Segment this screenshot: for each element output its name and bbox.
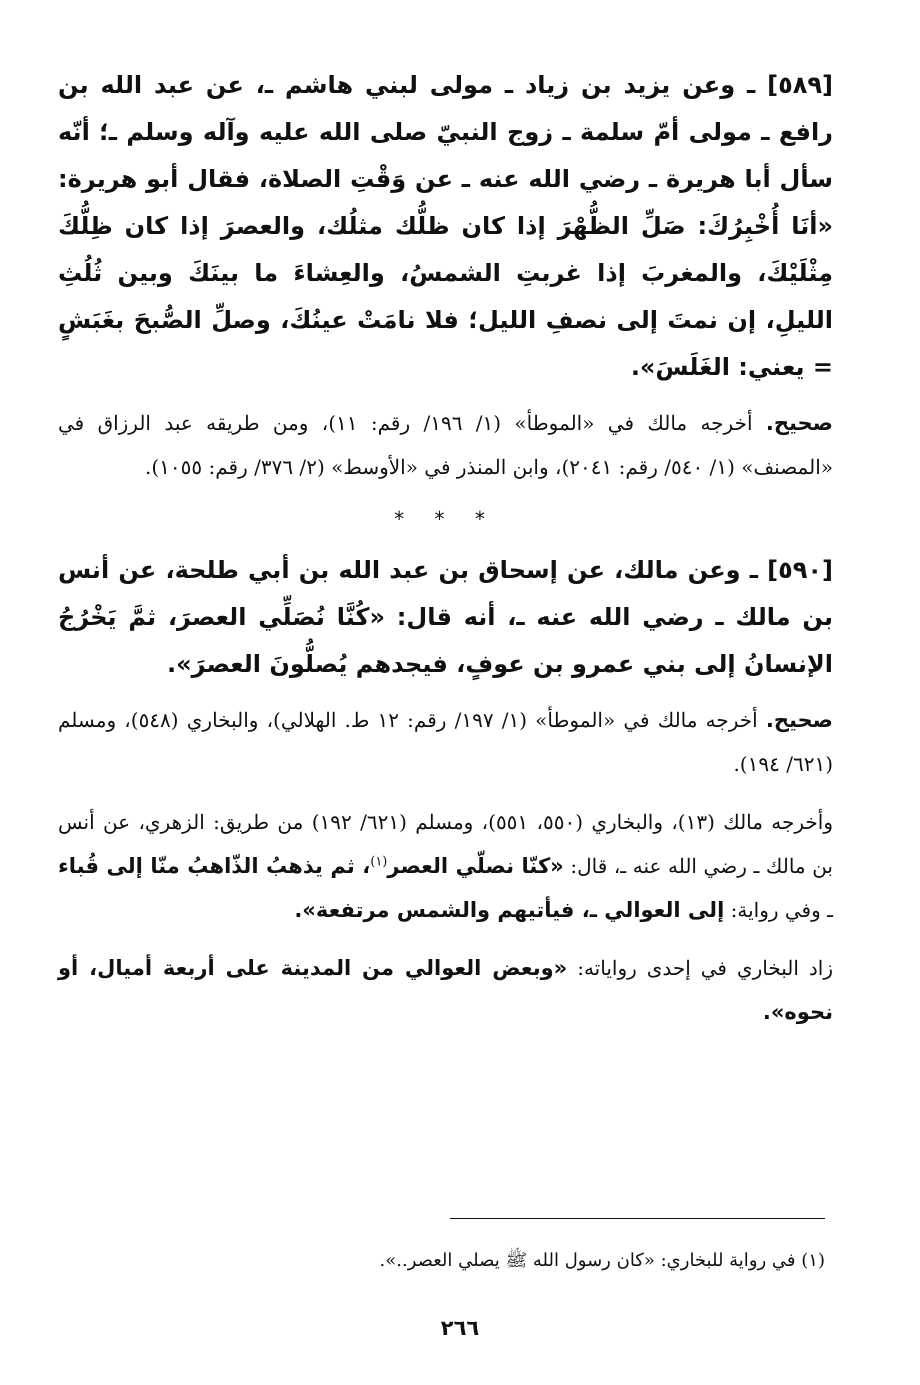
hadith-589 xyxy=(58,62,833,391)
takhrij-590-zuhri xyxy=(58,800,833,932)
takhrij-text: أخرجه مالك في «الموطأ» (١/ ١٩٦/ رقم: ١١)، ومن طريقه عبد الرزاق في «المصنف» (١/ ٥٤٠/ رقم: ٢٠٤١)، وابن المنذر في «الأوسط» (٢/ ٣٧٦/ رقم: ١٠٥٥). xyxy=(58,411,833,479)
footnote-marker: (١) xyxy=(801,1250,825,1271)
footnote-text: في رواية للبخاري: «كان رسول الله ﷺ يصلي العصر..». xyxy=(379,1250,796,1271)
quoted-narration: «كنّا نصلّي العصر xyxy=(387,854,564,878)
takhrij-590 xyxy=(58,698,833,786)
section-separator: * * * xyxy=(394,507,497,531)
hadith-number: [٥٨٩] xyxy=(767,71,834,99)
takhrij-text: ـ وفي رواية: xyxy=(730,898,833,922)
takhrij-text: وأخرجه مالك (١٣)، والبخاري (٥٥٠، ٥٥١)، ومسلم (٦٢١/ ١٩٢) من طريق: الزهري، عن أنس بن مالك ـ رضي الله عنه ـ، قال: xyxy=(58,810,834,878)
grade-label: صحيح. xyxy=(765,708,833,732)
quoted-narration: ، ثم يذهبُ الذّاهبُ منّا إلى قُباء xyxy=(58,854,371,878)
footnote-divider xyxy=(450,1218,825,1219)
takhrij-text: زاد البخاري في إحدى رواياته: xyxy=(577,956,834,980)
quoted-narration: إلى العوالي ـ، فيأتيهم والشمس مرتفعة». xyxy=(294,898,725,922)
quoted-narration: «وبعض العوالي من المدينة على أربعة أميال، أو نحوه». xyxy=(58,956,833,1024)
page-number: ٢٦٦ xyxy=(440,1316,480,1340)
hadith-text: ـ وعن يزيد بن زياد ـ مولى لبني هاشم ـ، عن عبد الله بن رافع ـ مولى أمّ سلمة ـ زوج النبيّ صلى الله عليه وآله وسلم ـ؛ أنّه سأل أبا هريرة ـ رضي الله عنه ـ عن وَقْتِ الصلاة، فقال أبو هريرة: «أنَا أُخْبِرُكَ: صَلِّ الظُّهْرَ إذا كان ظلُّك مثلُك، والعصرَ إذا كان ظِلُّكَ مِثْلَيْكَ، والمغربَ إذا غربتِ الشمسُ، والعِشاءَ ما بينَكَ وبين ثُلُثِ الليلِ، إن نمتَ إلى نصفِ الليل؛ فلا نامَتْ عينُكَ، وصلِّ الصُّبحَ بغَبَشٍ = يعني: الغَلَسَ». xyxy=(58,71,833,381)
hadith-text: ـ وعن مالك، عن إسحاق بن عبد الله بن أبي طلحة، عن أنس بن مالك ـ رضي الله عنه ـ، أنه قال: «كُنَّا نُصَلِّي العصرَ، ثمَّ يَخْرُجُ الإنسانُ إلى بني عمرو بن عوفٍ، فيجدهم يُصلُّونَ العصرَ». xyxy=(58,556,833,678)
takhrij-590-bukhari-addition xyxy=(58,946,833,1034)
hadith-number: [٥٩٠] xyxy=(767,556,833,584)
footnote xyxy=(85,1246,825,1276)
page-body xyxy=(58,62,833,1372)
takhrij-589 xyxy=(58,401,833,489)
footnote-reference[interactable]: (١) xyxy=(370,854,388,870)
grade-label: صحيح. xyxy=(765,411,833,435)
takhrij-text: أخرجه مالك في «الموطأ» (١/ ١٩٧/ رقم: ١٢ ط. الهلالي)، والبخاري (٥٤٨)، ومسلم (٦٢١/ ١٩٤). xyxy=(58,708,833,776)
hadith-590 xyxy=(58,547,833,688)
